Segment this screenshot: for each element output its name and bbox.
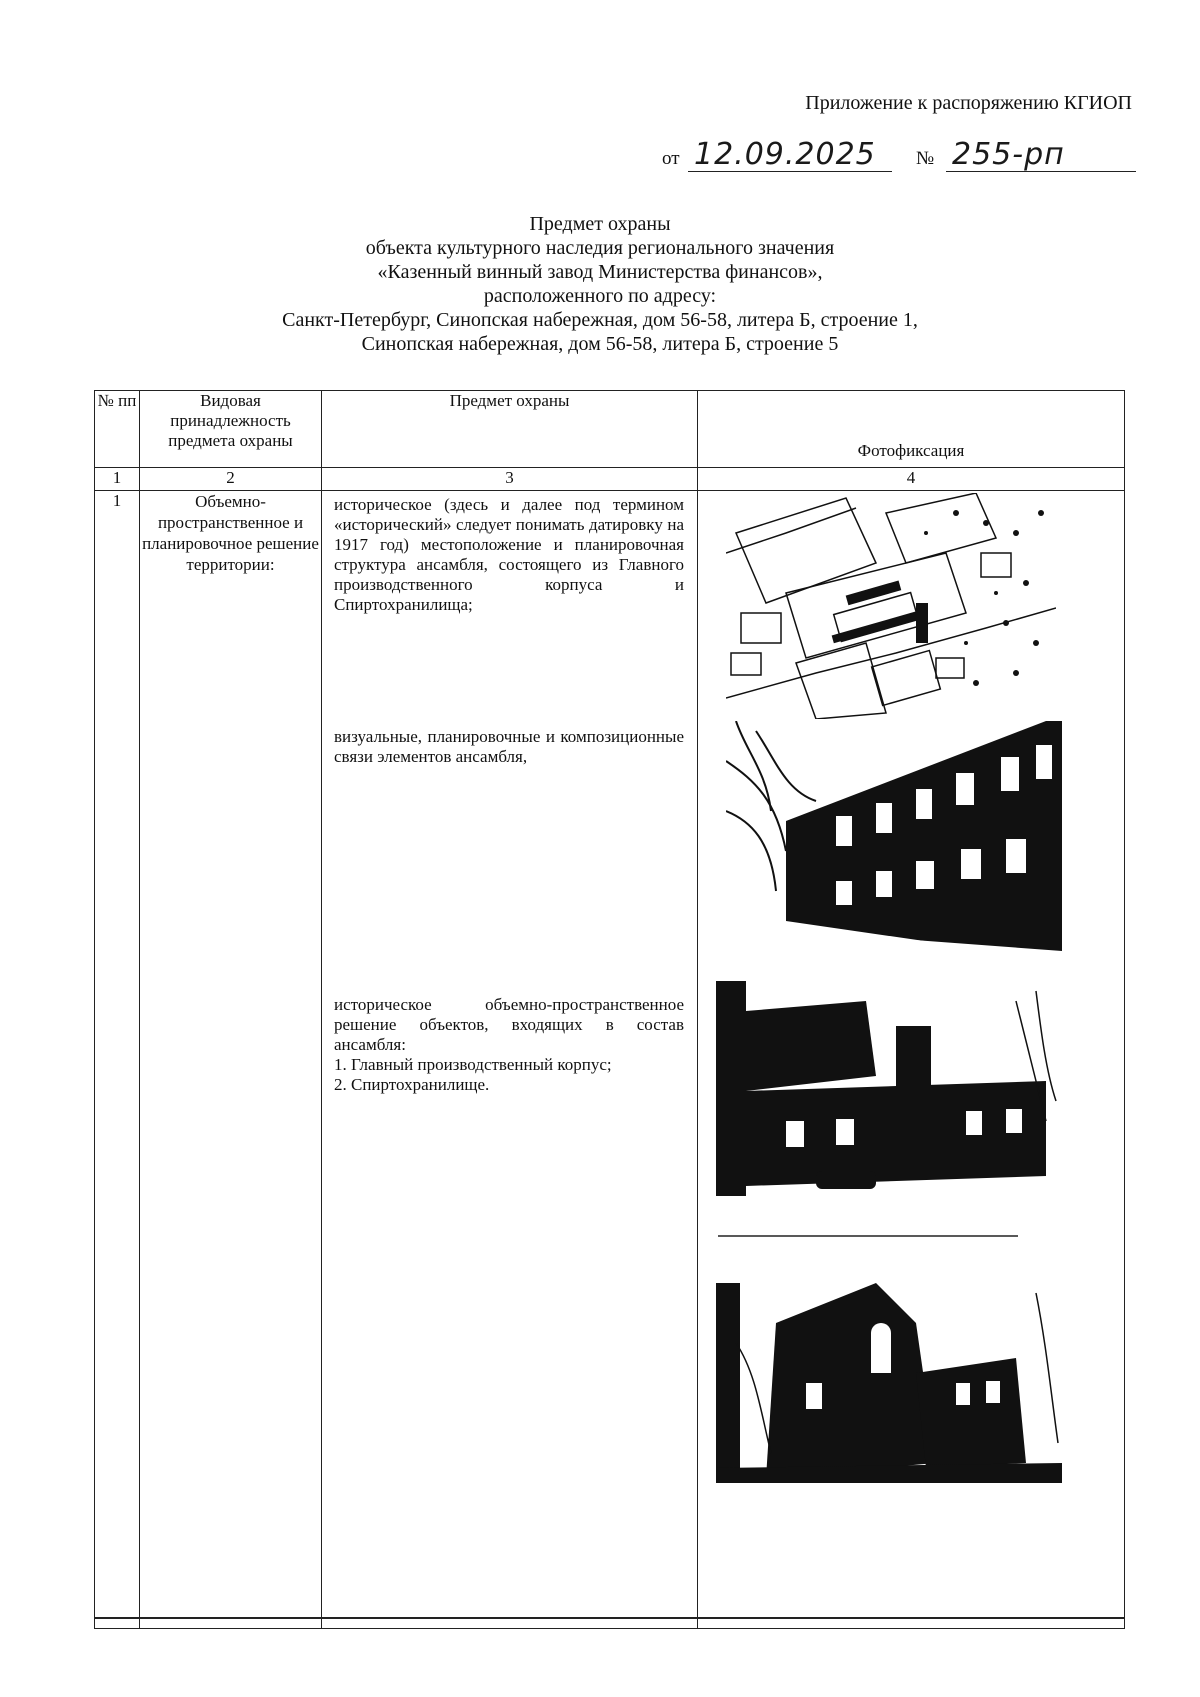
title-line-4: расположенного по адресу: — [483, 285, 717, 307]
column-number-3: 3 — [322, 468, 698, 491]
header-subject: Предмет охраны — [322, 391, 698, 468]
table-row — [95, 491, 1125, 1629]
subject-item-1: историческое (здесь и далее под термином «исторический» следует понимать датировку на 1917 год) местоположение и планировочная структура ансамбля, состоящего из Главного производственного корпуса и Спиртохранилища; — [334, 495, 684, 614]
header-row — [95, 391, 1125, 468]
subject-item-4: 1. Главный производственный корпус; — [334, 1055, 612, 1074]
building-facade-photo — [726, 721, 1062, 961]
header-number: № пп — [95, 391, 140, 468]
building-side-photo — [716, 981, 1062, 1196]
title-line-5: Санкт-Петербург, Синопская набережная, дом 56-58, литера Б, строение 1, — [282, 309, 918, 331]
column-number-row — [95, 468, 1125, 491]
photo-divider — [718, 1233, 1018, 1239]
subject-item-3: историческое объемно-пространственное решение объектов, входящих в состав ансамбля: — [334, 995, 684, 1054]
row-number: 1 — [95, 491, 140, 1629]
title-line-1: Предмет охраны — [529, 213, 671, 235]
row-kind: Объемно-пространственное и планировочное решение территории: — [140, 491, 322, 1629]
protection-table — [94, 390, 1125, 1629]
order-reference — [622, 136, 1142, 176]
row-subject-cell — [322, 491, 698, 1629]
order-number: 255-рп — [952, 137, 1065, 172]
subject-item-2: визуальные, планировочные и композиционные связи элементов ансамбля, — [334, 727, 684, 766]
row-photo-cell — [698, 491, 1125, 1629]
site-plan-map — [726, 493, 1056, 719]
column-number-2: 2 — [140, 468, 322, 491]
appendix-text: Приложение к распоряжению КГИОП — [805, 92, 1132, 114]
building-corner-photo — [716, 1263, 1062, 1483]
header-photo: Фотофиксация — [698, 391, 1125, 468]
number-label: № — [916, 148, 935, 169]
from-label: от — [662, 148, 680, 169]
title-line-2: объекта культурного наследия регионального значения — [365, 237, 835, 259]
document-title — [0, 212, 1200, 356]
column-number-4: 4 — [698, 468, 1125, 491]
subject-item-5: 2. Спиртохранилище. — [334, 1075, 490, 1094]
column-number-1: 1 — [95, 468, 140, 491]
appendix-heading — [612, 92, 1132, 115]
header-kind: Видовая принадлежность предмета охраны — [140, 391, 322, 468]
title-line-6: Синопская набережная, дом 56-58, литера Б, строение 5 — [361, 333, 839, 355]
bottom-rule — [94, 1617, 1124, 1619]
title-line-3: «Казенный винный завод Министерства финансов», — [377, 261, 823, 283]
order-date: 12.09.2025 — [694, 137, 876, 172]
